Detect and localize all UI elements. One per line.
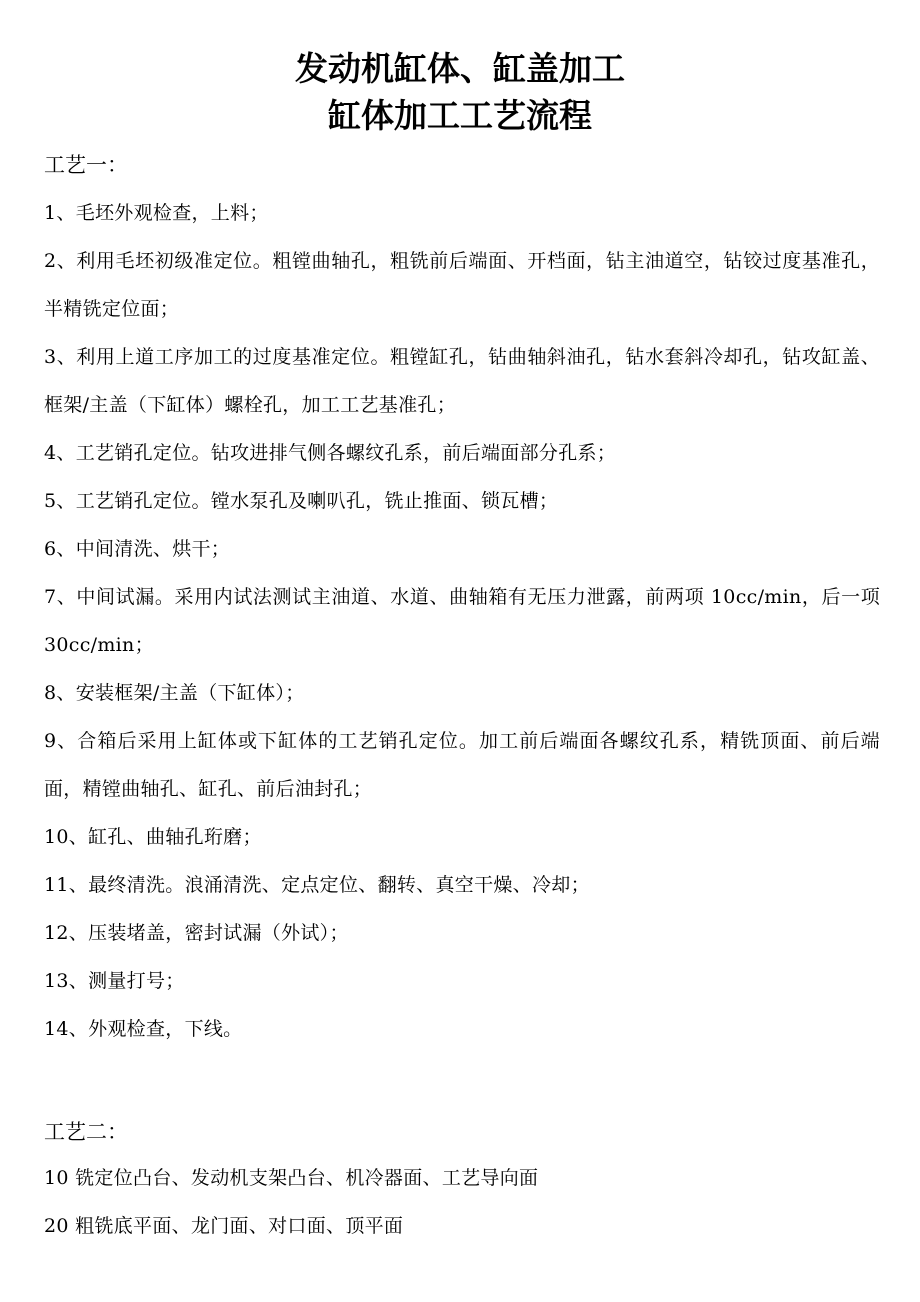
section-1-heading: 工艺一： (44, 153, 128, 177)
process-step: 8、安装框架/主盖（下缸体）； (44, 682, 305, 704)
section-2-heading: 工艺二： (44, 1120, 128, 1144)
document-title: 发动机缸体、缸盖加工 (295, 49, 625, 88)
process-step: 14、外观检查，下线。 (44, 1018, 243, 1040)
process-step: 2、利用毛坯初级准定位。粗镗曲轴孔，粗铣前后端面、开档面，钻主油道空，钻铰过度基准孔，半精铣定位面； (44, 250, 880, 320)
process-step: 3、利用上道工序加工的过度基准定位。粗镗缸孔，钻曲轴斜油孔，钻水套斜冷却孔，钻攻缸盖、框架/主盖（下缸体）螺栓孔，加工工艺基准孔； (44, 346, 880, 416)
process-step: 10 铣定位凸台、发动机支架凸台、机冷器面、工艺导向面 (44, 1167, 539, 1189)
process-step: 1、毛坯外观检查，上料； (44, 202, 269, 224)
section-2-steps (44, 1154, 880, 1250)
process-step: 20 粗铣底平面、龙门面、对口面、顶平面 (44, 1215, 404, 1237)
process-step: 9、合箱后采用上缸体或下缸体的工艺销孔定位。加工前后端面各螺纹孔系，精铣顶面、前后端面，精镗曲轴孔、缸孔、前后油封孔； (44, 730, 880, 800)
process-step: 6、中间清洗、烘干； (44, 538, 231, 560)
process-step: 12、压装堵盖，密封试漏（外试）； (44, 922, 349, 944)
process-step: 4、工艺销孔定位。钻攻进排气侧各螺纹孔系，前后端面部分孔系； (44, 442, 617, 464)
process-step: 13、测量打号； (44, 970, 185, 992)
document-subtitle: 缸体加工工艺流程 (328, 96, 592, 135)
section-1-steps (44, 189, 880, 1053)
process-step: 10、缸孔、曲轴孔珩磨； (44, 826, 262, 848)
process-step: 11、最终清洗。浪涌清洗、定点定位、翻转、真空干燥、冷却； (44, 874, 590, 896)
process-step: 7、中间试漏。采用内试法测试主油道、水道、曲轴箱有无压力泄露，前两项 10cc/min，后一项 30cc/min； (44, 586, 880, 656)
process-step: 5、工艺销孔定位。镗水泵孔及喇叭孔，铣止推面、锁瓦槽； (44, 490, 559, 512)
